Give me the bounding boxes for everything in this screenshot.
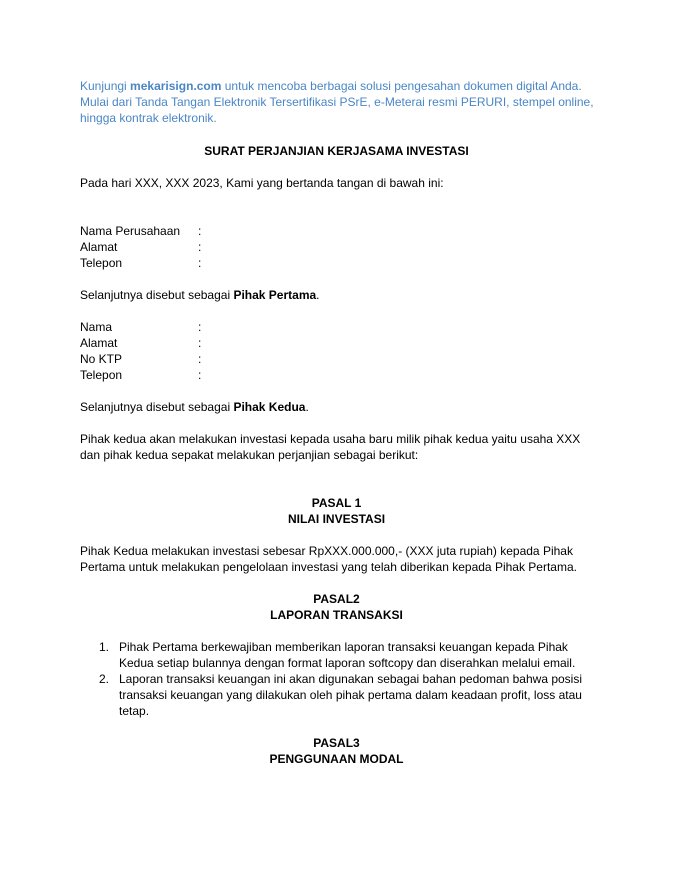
promo-prefix: Kunjungi xyxy=(80,79,131,93)
party1-designation xyxy=(80,287,595,303)
field-label: Telepon xyxy=(80,256,123,270)
field-colon: : xyxy=(198,368,202,382)
pasal2-heading: LAPORAN TRANSAKSI xyxy=(270,608,403,622)
list-item-text: Pihak Pertama berkewajiban memberikan laporan transaksi keuangan kepada Pihak Kedua setiap bulannya dengan format laporan softcopy dan diserahkan melalui email. xyxy=(119,640,576,670)
party1-field-address xyxy=(80,239,280,255)
pasal1-body: Pihak Kedua melakukan investasi sebesar RpXXX.000.000,- (XXX juta rupiah) kepada Pihak Pertama untuk melakukan pengelolaan investasi yang telah diberikan kepada Pihak Pertama. xyxy=(80,544,577,574)
pasal2-number: PASAL2 xyxy=(313,592,360,606)
pasal3-number: PASAL3 xyxy=(313,736,360,750)
field-label: Alamat xyxy=(80,336,118,350)
party1-field-company xyxy=(80,223,280,239)
designation-prefix: Selanjutnya disebut sebagai xyxy=(80,288,234,302)
party2-field-phone xyxy=(80,367,280,383)
list-item xyxy=(80,639,595,671)
list-item-text: Laporan transaksi keuangan ini akan digunakan sebagai bahan pedoman bahwa posisi transaksi keuangan yang dilakukan oleh pihak pertama dalam keadaan profit, loss atau tetap. xyxy=(119,672,583,718)
designation-name: Pihak Kedua xyxy=(233,400,306,414)
list-item xyxy=(80,671,595,719)
field-label: Nama xyxy=(80,320,113,334)
field-label: Alamat xyxy=(80,240,118,254)
field-label: Nama Perusahaan xyxy=(80,224,181,238)
field-colon: : xyxy=(198,240,202,254)
promo-rest: untuk mencoba berbagai solusi pengesahan dokumen digital Anda. Mulai dari Tanda Tangan Elektronik Tersertifikasi PSrE, e-Meterai resmi PERURI, stempel online, hingga kontrak elektronik. xyxy=(80,79,594,125)
party2-field-address xyxy=(80,335,280,351)
designation-suffix: . xyxy=(305,400,309,414)
pasal1-heading: NILAI INVESTASI xyxy=(287,512,386,526)
designation-suffix: . xyxy=(316,288,320,302)
intro-paragraph: Pihak kedua akan melakukan investasi kepada usaha baru milik pihak kedua yaitu usaha XXX dan pihak kedua sepakat melakukan perjanjian sebagai berikut: xyxy=(80,432,581,462)
party2-field-name xyxy=(80,319,280,335)
list-item-number: 2. xyxy=(99,672,110,686)
party2-field-id-number xyxy=(80,351,280,367)
pasal1-number: PASAL 1 xyxy=(311,496,362,510)
promo-paragraph xyxy=(80,78,595,126)
pasal3-heading: PENGGUNAAN MODAL xyxy=(269,752,404,766)
designation-prefix: Selanjutnya disebut sebagai xyxy=(80,400,234,414)
promo-site-link[interactable]: mekarisign.com xyxy=(130,79,222,93)
designation-name: Pihak Pertama xyxy=(233,288,317,302)
field-label: No KTP xyxy=(80,352,123,366)
party1-field-phone xyxy=(80,255,280,271)
document-title: SURAT PERJANJIAN KERJASAMA INVESTASI xyxy=(204,144,469,158)
field-colon: : xyxy=(198,336,202,350)
field-colon: : xyxy=(198,320,202,334)
list-item-number: 1. xyxy=(99,640,110,654)
field-colon: : xyxy=(198,256,202,270)
party2-designation xyxy=(80,399,595,415)
field-colon: : xyxy=(198,224,202,238)
field-colon: : xyxy=(198,352,202,366)
opening-line: Pada hari XXX, XXX 2023, Kami yang bertanda tangan di bawah ini: xyxy=(80,176,444,190)
field-label: Telepon xyxy=(80,368,123,382)
pasal2-list xyxy=(80,639,595,719)
